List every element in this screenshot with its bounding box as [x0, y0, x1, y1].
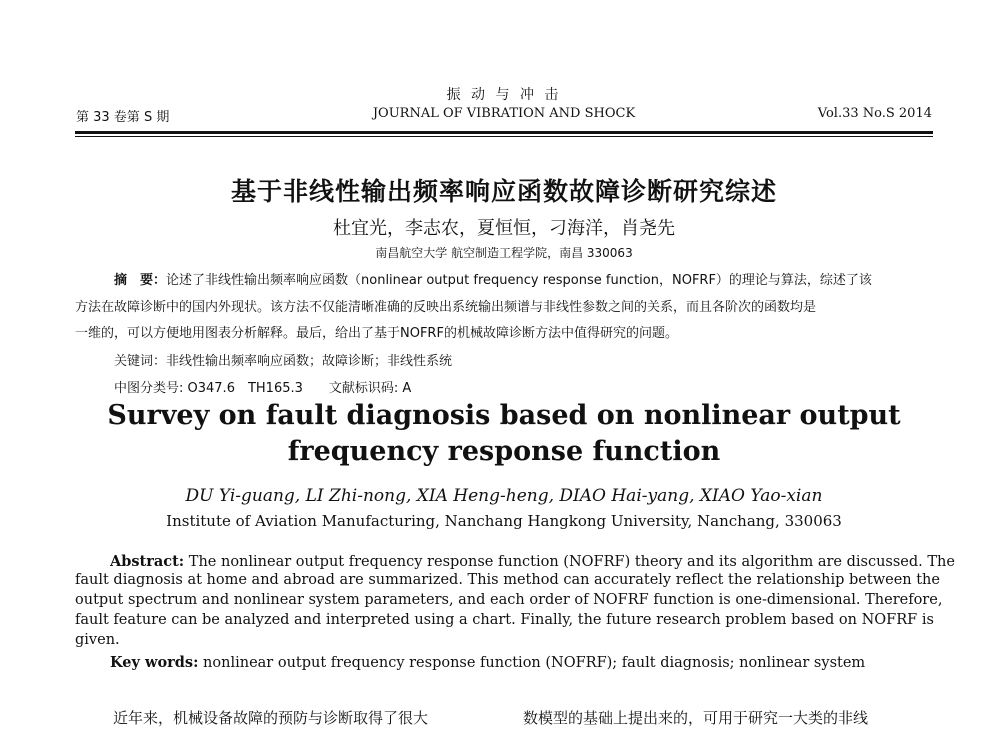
journal-name-en: JOURNAL OF VIBRATION AND SHOCK — [372, 106, 636, 121]
keywords-cn — [114, 350, 452, 369]
abstract-en-line2: fault diagnosis at home and abroad are summarized. This method can accurately reflect the relationship between the — [75, 572, 940, 588]
authors-cn: 杜宜光，李志农，夏恒恒，刁海洋，肖尧先 — [333, 218, 675, 239]
abstract-cn-label: 摘 要： — [114, 273, 167, 288]
abstract-en-text-1: The nonlinear output frequency response function (NOFRF) theory and its algorithm are discussed. The — [188, 554, 955, 570]
abstract-en-line4: fault feature can be analyzed and interpreted using a chart. Finally, the future research problem based on NOFRF is — [75, 612, 934, 628]
title-en-line2: frequency response function — [287, 436, 721, 467]
keywords-en — [110, 654, 865, 671]
affiliation-en: Institute of Aviation Manufacturing, Nanchang Hangkong University, Nanchang, 330063 — [166, 512, 842, 530]
body-left-column: 近年来，机械设备故障的预防与诊断取得了很大 — [113, 709, 429, 727]
classification: 中图分类号: O347.6 TH165.3 文献标识码: A — [114, 381, 412, 396]
keywords-cn-label: 关键词： — [114, 354, 167, 369]
abstract-en-line5: given. — [75, 632, 120, 648]
abstract-en-line3: output spectrum and nonlinear system parameters, and each order of NOFRF function is one-dimensional. Therefore, — [75, 592, 943, 608]
abstract-cn-text-1: 论述了非线性输出频率响应函数（nonlinear output frequency response function，NOFRF）的理论与算法，综述了该 — [166, 273, 872, 288]
issue-right: Vol.33 No.S 2014 — [817, 106, 932, 121]
header-rule-thin — [75, 136, 933, 137]
abstract-cn-line1 — [114, 269, 934, 288]
keywords-en-text: nonlinear output frequency response function (NOFRF); fault diagnosis; nonlinear system — [203, 655, 866, 671]
title-cn: 基于非线性输出频率响应函数故障诊断研究综述 — [230, 177, 777, 206]
abstract-cn-line3: 一维的，可以方便地用图表分析解释。最后，给出了基于NOFRF的机械故障诊断方法中值得研究的问题。 — [75, 326, 678, 341]
abstract-en-line1 — [110, 553, 955, 570]
issue-left: 第 33 卷第 S 期 — [76, 110, 170, 125]
keywords-cn-text: 非线性输出频率响应函数；故障诊断；非线性系统 — [166, 354, 453, 369]
abstract-en-label: Abstract: — [110, 553, 185, 570]
title-en-line1: Survey on fault diagnosis based on nonlinear output — [107, 400, 901, 431]
authors-en: DU Yi-guang, LI Zhi-nong, XIA Heng-heng, DIAO Hai-yang, XIAO Yao-xian — [185, 486, 823, 506]
keywords-en-label: Key words: — [110, 654, 199, 671]
body-right-column: 数模型的基础上提出来的，可用于研究一大类的非线 — [523, 709, 869, 727]
journal-name-cn: 振 动 与 冲 击 — [446, 87, 562, 103]
header-rule-thick — [75, 131, 933, 134]
affiliation-cn: 南昌航空大学 航空制造工程学院，南昌 330063 — [375, 246, 633, 260]
abstract-cn-line2: 方法在故障诊断中的国内外现状。该方法不仅能清晰准确的反映出系统输出频谱与非线性参数之间的关系，而且各阶次的函数均是 — [75, 300, 817, 315]
